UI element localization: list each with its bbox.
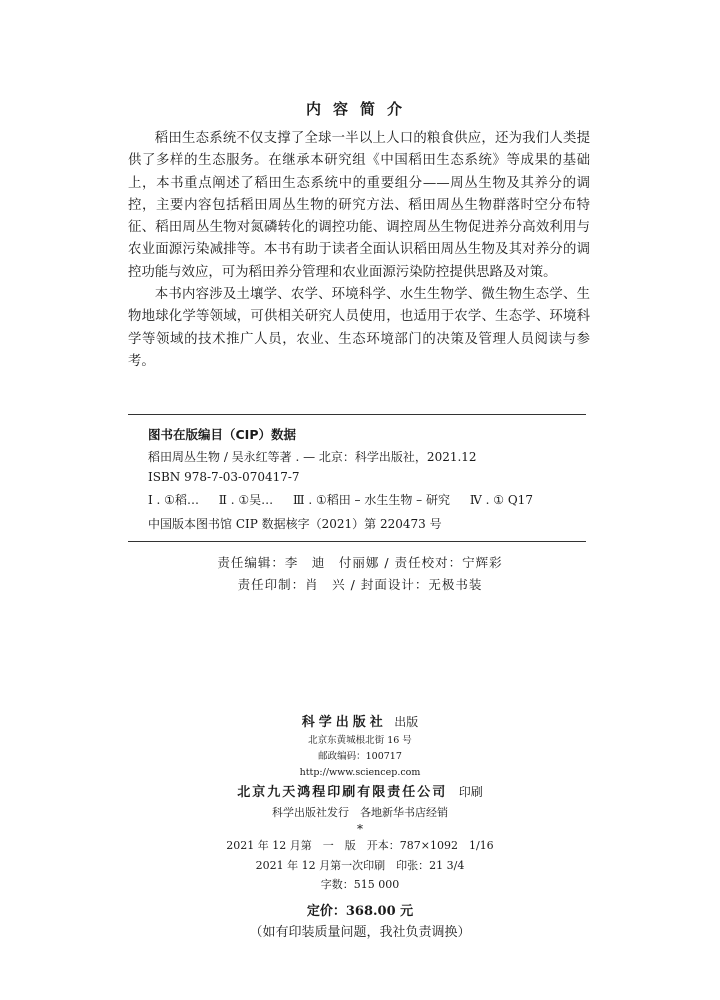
editors-line-1: 责任编辑：李 迪 付丽娜 / 责任校对：宁辉彩 [217, 555, 503, 570]
publisher-action: 出版 [394, 715, 419, 729]
editors-line-2: 责任印制：肖 兴 / 封面设计：无极书装 [237, 577, 483, 592]
publisher-postcode: 邮政编码：100717 [318, 751, 402, 762]
edition-line: 2021 年 12 月第 一 版 开本：787×1092 1/16 [226, 839, 494, 852]
cip-record: 中国版本图书馆 CIP 数据核字（2021）第 220473 号 [148, 517, 442, 531]
cip-block [128, 414, 586, 542]
cip-isbn: ISBN 978-7-03-070417-7 [148, 470, 300, 484]
summary-body [128, 128, 590, 373]
cip-class-4: Ⅳ . ① Q17 [469, 493, 533, 507]
cip-classification [148, 491, 578, 508]
cip-class-2: Ⅱ . ①吴… [218, 493, 274, 507]
printing-line: 2021 年 12 月第一次印刷 印张：21 3/4 [255, 859, 465, 872]
distribution: 科学出版社发行 各地新华书店经销 [272, 806, 448, 819]
publisher-address: 北京东黄城根北街 16 号 [308, 735, 412, 746]
cip-class-1: Ⅰ . ①稻… [148, 493, 199, 507]
summary-title: 内容简介 [305, 100, 414, 118]
cip-class-3: Ⅲ . ①稻田 – 水生生物 – 研究 [292, 493, 451, 507]
publisher-url: http://www.sciencep.com [299, 767, 421, 778]
quality-note: （如有印装质量问题，我社负责调换） [249, 925, 471, 940]
publisher-name: 科学出版社 [301, 715, 387, 730]
editors-block [0, 552, 720, 596]
summary-paragraph-1: 稻田生态系统不仅支撑了全球一半以上人口的粮食供应，还为我们人类提供了多样的生态服务。在继承本研究组《中国稻田生态系统》等成果的基础上，本书重点阐述了稻田生态系统中的重要组分——周丛生物及其养分的调控，主要内容包括稻田周丛生物的研究方法、稻田周丛生物群落时空分布特征、稻田周丛生物对氮磷转化的调控功能、调控周丛生物促进养分高效利用与农业面源污染减排等。本书有助于读者全面认识稻田周丛生物及其对养分的调控功能与效应，可为稻田养分管理和农业面源污染防控提供思路及对策。 [128, 131, 590, 280]
word-count: 字数：515 000 [320, 878, 400, 891]
publisher-row [0, 712, 720, 733]
imprint-block [0, 712, 720, 940]
cip-heading: 图书在版编目（CIP）数据 [148, 427, 296, 442]
printer-action: 印刷 [458, 785, 483, 799]
separator-star: * [357, 822, 363, 836]
printer-name: 北京九天鸿程印刷有限责任公司 [237, 785, 448, 800]
cip-title-line: 稻田周丛生物 / 吴永红等著 . — 北京：科学出版社，2021.12 [148, 450, 477, 464]
printer-row [0, 781, 720, 804]
summary-paragraph-2: 本书内容涉及土壤学、农学、环境科学、水生生物学、微生物生态学、生物地球化学等领域，可供相关研究人员使用，也适用于农学、生态学、环境科学等领域的技术推广人员，农业、生态环境部门的决策及管理人员阅读与参考。 [128, 287, 590, 369]
price: 定价：368.00 元 [306, 904, 414, 919]
